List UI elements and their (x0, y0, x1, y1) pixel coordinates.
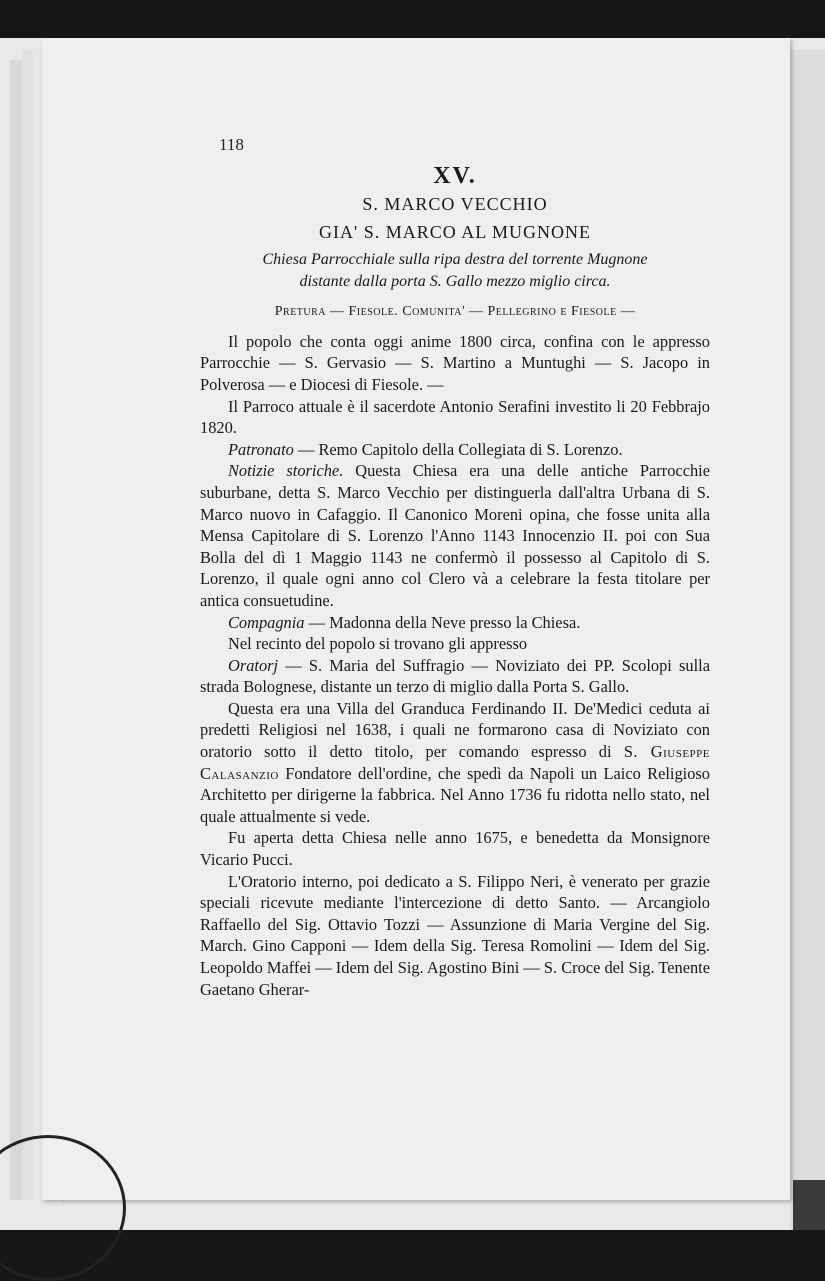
page-text (200, 130, 710, 1000)
notizie-label: Notizie storiche. (228, 461, 344, 481)
paragraph-notizie (200, 460, 710, 611)
paragraph-parroco: Il Parroco attuale è il sacerdote Antonio Serafini investito li 20 Febbrajo 1820. (200, 396, 710, 438)
page-number: 118 (219, 135, 244, 154)
compagnia-label: Compagnia (228, 612, 305, 632)
description-line-2: distante dalla porta S. Gallo mezzo miglio circa. (299, 273, 611, 291)
paragraph-oratorj (200, 655, 710, 698)
villa-text-a: Questa era una Villa del Granduca Ferdinando II. De'Medici ceduta ai predetti Religiosi nel 1638, i quali ne formarono casa di Noviziato con oratorio sotto il detto titolo, per comando espresso di (200, 698, 710, 762)
founder-name: S. Giuseppe Calasanzio (200, 742, 711, 783)
paragraph-villa (200, 698, 710, 828)
book-cover-edge (790, 50, 825, 1230)
chapter-number: XV. (433, 163, 477, 189)
patronato-text: — Remo Capitolo della Collegiata di S. Lorenzo. (293, 439, 623, 459)
church-title: S. MARCO VECCHIO (362, 194, 548, 214)
paragraph-oratorio-interno: L'Oratorio interno, poi dedicato a S. Filippo Neri, è venerato per grazie speciali ricevute mediante l'intercezione di detto Santo. — Arcangiolo Raffaello del Sig. Ottavio Tozzi — Assunzione di Maria Vergine del Sig. March. Gino Capponi — Idem della Sig. Teresa Romolini — Idem del Sig. Leopoldo Maffei — Idem del Sig. Agostino Bini — S. Croce del Sig. Tenente Gaetano Gherar- (200, 871, 710, 999)
cover-strip (793, 1180, 825, 1230)
paragraph-population: Il popolo che conta oggi anime 1800 circa, confina con le appresso Parrocchie — S. Gervasio — S. Martino a Muntughi — S. Jacopo in Polverosa — e Diocesi di Fiesole. — (200, 331, 710, 394)
notizie-text: Questa Chiesa era una delle antiche Parrocchie suburbane, detta S. Marco Vecchio per distinguerla dall'altra Urbana di S. Marco nuovo in Cafaggio. Il Canonico Moreni opina, che fosse unita alla Mensa Capitolare di S. Lorenzo l'Anno 1143 Innocenzio II. poi con Sua Bolla del dì 1 Maggio 1143 ne confermò il possesso al Capitolo di S. Lorenzo, il quale ogni anno col Clero và a celebrare la festa titolare per antica consuetudine. (200, 461, 710, 610)
patronato-label: Patronato (228, 439, 294, 459)
church-description (200, 249, 710, 293)
paragraph-recinto: Nel recinto del popolo si trovano gli appresso (228, 634, 528, 654)
church-former-title: GIA' S. MARCO AL MUGNONE (318, 221, 592, 242)
paragraph-apertura: Fu aperta detta Chiesa nelle anno 1675, e benedetta da Monsignore Vicario Pucci. (200, 828, 710, 870)
oratorj-label: Oratorj (228, 655, 279, 675)
oratorj-text: — S. Maria del Suffragio — Noviziato dei PP. Scolopi sulla strada Bolognese, distante un terzo di miglio dalla Porta S. Gallo. (200, 655, 710, 697)
paragraph-compagnia (200, 612, 710, 634)
compagnia-text: — Madonna della Neve presso la Chiesa. (304, 612, 581, 632)
pretura-line: Pretura — Fiesole. Comunita' — Pellegrino e Fiesole — (274, 304, 636, 320)
villa-text-b: Fondatore dell'ordine, che spedì da Napoli un Laico Religioso Architetto per dirigerne la fabbrica. Nel Anno 1736 fu ridotta nello stato, nel quale attualmente si vede. (200, 763, 710, 826)
paragraph-patronato (200, 439, 710, 461)
description-line-1: Chiesa Parrocchiale sulla ripa destra del torrente Mugnone (262, 251, 648, 269)
